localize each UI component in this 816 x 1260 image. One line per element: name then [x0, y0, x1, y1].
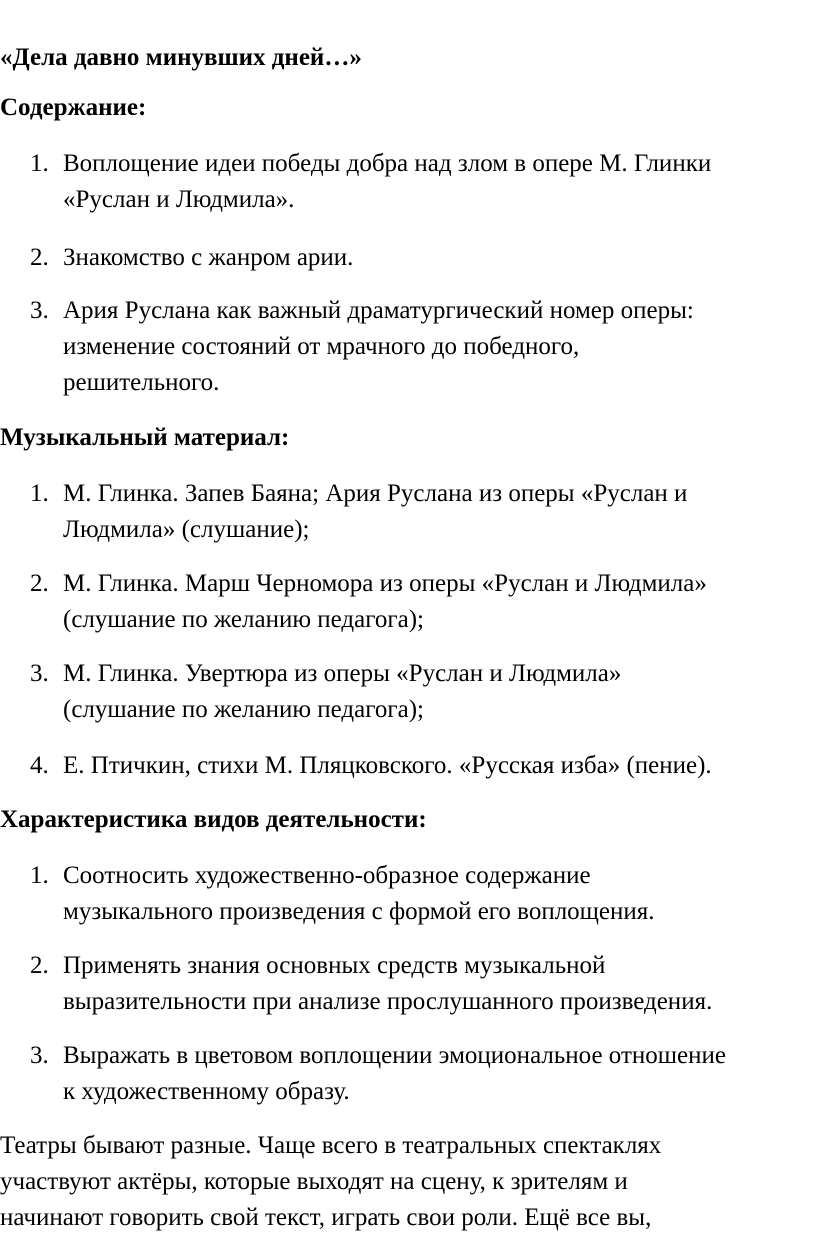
- text-line: М. Глинка. Увертюра из оперы «Руслан и Людмила»: [63, 660, 622, 687]
- text-line: Е. Птичкин, стихи М. Пляцковского. «Русская изба» (пение).: [63, 752, 712, 779]
- list-item-text: [63, 293, 816, 401]
- text-line: Людмила» (слушание);: [63, 516, 310, 543]
- list-item-text: [63, 566, 816, 638]
- text-line: выразительности при анализе прослушанного произведения.: [63, 988, 713, 1015]
- text-line: Выражать в цветовом воплощении эмоциональное отношение: [63, 1042, 726, 1069]
- list-item-text: [63, 240, 816, 276]
- text-line: к художественному образу.: [63, 1078, 350, 1105]
- text-line: «Руслан и Людмила».: [63, 186, 295, 213]
- text-line: (слушание по желанию педагога);: [63, 606, 424, 633]
- list-number: 2.: [30, 244, 49, 271]
- list-item-text: [63, 858, 816, 930]
- list-item-text: [63, 948, 816, 1020]
- list-item-text: [63, 476, 816, 548]
- body-paragraph: [0, 1128, 816, 1236]
- text-line: участвуют актёры, которые выходят на сцену, к зрителям и: [0, 1168, 628, 1195]
- list-number: 3.: [30, 660, 49, 687]
- list-number: 3.: [30, 297, 49, 324]
- list-item-text: [63, 748, 816, 784]
- text-line: начинают говорить свой текст, играть свои роли. Ещё все вы,: [0, 1204, 652, 1231]
- list-number: 1.: [30, 480, 49, 507]
- text-line: изменение состояний от мрачного до победного,: [63, 333, 580, 360]
- list-number: 1.: [30, 150, 49, 177]
- text-line: (слушание по желанию педагога);: [63, 696, 424, 723]
- section-heading-contents: Содержание:: [0, 94, 147, 121]
- list-number: 4.: [30, 752, 49, 779]
- text-line: Знакомство с жанром арии.: [63, 244, 354, 271]
- text-line: М. Глинка. Марш Черномора из оперы «Руслан и Людмила»: [63, 570, 707, 597]
- list-number: 2.: [30, 952, 49, 979]
- text-line: Воплощение идеи победы добра над злом в опере М. Глинки: [63, 150, 712, 177]
- section-heading-musical-material: Музыкальный материал:: [0, 424, 290, 451]
- list-item-text: [63, 146, 816, 218]
- text-line: Соотносить художественно-образное содержание: [63, 862, 591, 889]
- list-item-text: [63, 1038, 816, 1110]
- text-line: музыкального произведения с формой его воплощения.: [63, 898, 655, 925]
- text-line: Театры бывают разные. Чаще всего в театральных спектаклях: [0, 1132, 662, 1159]
- text-line: решительного.: [63, 369, 220, 396]
- section-heading-activities: Характеристика видов деятельности:: [0, 806, 427, 833]
- list-item-text: [63, 656, 816, 728]
- text-line: М. Глинка. Запев Баяна; Ария Руслана из оперы «Руслан и: [63, 480, 688, 507]
- list-number: 1.: [30, 862, 49, 889]
- text-line: Применять знания основных средств музыкальной: [63, 952, 606, 979]
- list-number: 2.: [30, 570, 49, 597]
- list-number: 3.: [30, 1042, 49, 1069]
- document-title: «Дела давно минувших дней…»: [0, 44, 362, 71]
- text-line: Ария Руслана как важный драматургический номер оперы:: [63, 297, 694, 324]
